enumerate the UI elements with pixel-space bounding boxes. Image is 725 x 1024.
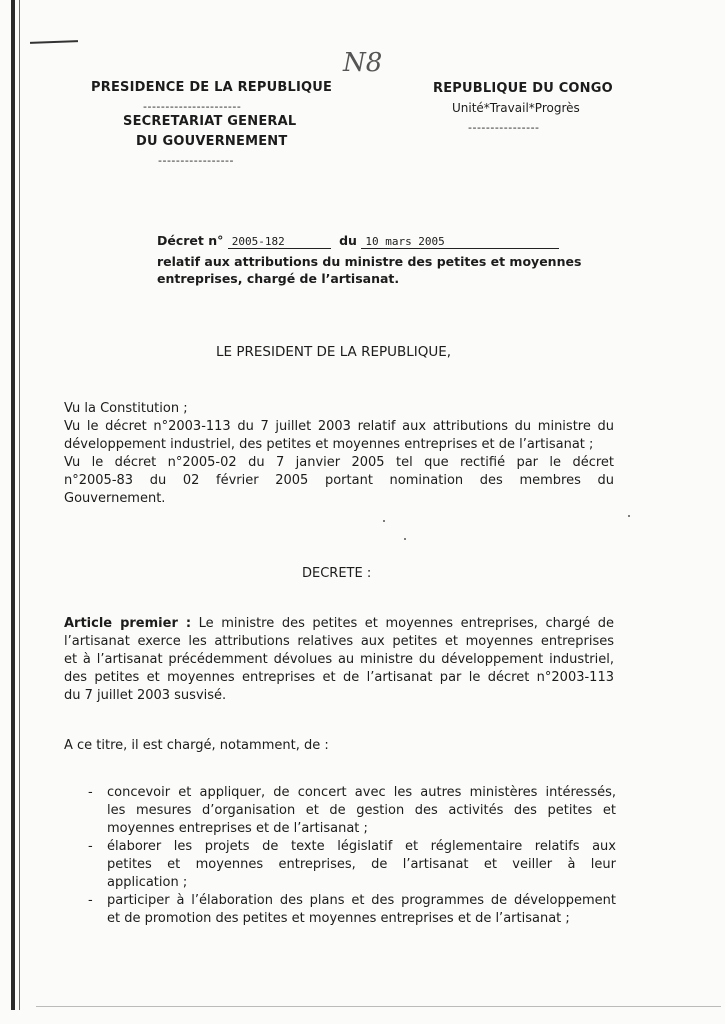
bullet-dash: - <box>88 839 93 854</box>
list-item-line: élaborer les projets de texte législatif et réglementaire relatifs aux <box>107 839 616 854</box>
article-line: l’artisanat exerce les attributions relatives aux petites et moyennes entreprises <box>64 634 614 649</box>
article-line: et à l’artisanat précédemment dévolues au ministre du développement industriel, <box>64 652 614 667</box>
handwritten-number: N8 <box>343 48 383 78</box>
list-item-line: application ; <box>107 875 188 890</box>
visas-block <box>64 400 614 508</box>
binding-edge-line <box>19 0 20 1010</box>
header-motto: Unité*Travail*Progrès <box>452 101 580 115</box>
header-left-dashes-1: ---------------------- <box>143 100 242 113</box>
header-gouvernement: DU GOUVERNEMENT <box>136 134 288 149</box>
decree-number-line <box>157 233 559 249</box>
visa-line: n°2005-83 du 02 février 2005 portant nomination des membres du <box>64 473 614 488</box>
article-label: Article premier : <box>64 616 192 631</box>
scan-speck <box>383 520 385 522</box>
header-republique-congo: REPUBLIQUE DU CONGO <box>433 81 613 96</box>
decrete-heading: DECRETE : <box>302 566 372 581</box>
list-item-line: participer à l’élaboration des plans et des programmes de développement <box>107 893 616 908</box>
header-presidence: PRESIDENCE DE LA REPUBLIQUE <box>91 80 333 95</box>
decree-du: du <box>339 233 357 248</box>
scan-speck <box>404 538 406 540</box>
visa-line: Vu le décret n°2005-02 du 7 janvier 2005 tel que rectifié par le décret <box>64 455 614 470</box>
corner-mark <box>30 40 78 44</box>
list-item-line: petites et moyennes entreprises, de l’artisanat et veiller à leur <box>107 857 616 872</box>
decree-subject-2: entreprises, chargé de l’artisanat. <box>157 271 400 286</box>
list-item <box>88 784 616 838</box>
decree-number: 2005-182 <box>228 235 331 249</box>
list-item-line: moyennes entreprises et de l’artisanat ; <box>107 821 368 836</box>
decree-subject-1: relatif aux attributions du ministre des petites et moyennes <box>157 254 582 269</box>
visa-line: développement industriel, des petites et moyennes entreprises et de l’artisanat ; <box>64 437 594 452</box>
attributions-list <box>88 784 616 928</box>
list-item <box>88 838 616 892</box>
bullet-dash: - <box>88 785 93 800</box>
article-premier <box>64 615 614 705</box>
list-item-line: les mesures d’organisation et de gestion des activités des petites et <box>107 803 616 818</box>
bullet-dash: - <box>88 893 93 908</box>
visa-line: Vu le décret n°2003-113 du 7 juillet 2003 relatif aux attributions du ministre du <box>64 419 614 434</box>
header-right-dashes: ---------------- <box>468 121 540 134</box>
president-title: LE PRESIDENT DE LA REPUBLIQUE, <box>216 344 452 360</box>
visa-line: Vu la Constitution ; <box>64 401 188 416</box>
header-secretariat: SECRETARIAT GENERAL <box>123 114 297 129</box>
header-left-dashes-2: ----------------- <box>158 154 234 167</box>
list-item-line: et de promotion des petites et moyennes entreprises et de l’artisanat ; <box>107 911 570 926</box>
a-ce-titre: A ce titre, il est chargé, notamment, de : <box>64 738 329 753</box>
article-line: des petites et moyennes entreprises et de l’artisanat par le décret n°2003-113 <box>64 670 614 685</box>
list-item <box>88 892 616 928</box>
decree-date: 10 mars 2005 <box>361 235 559 249</box>
page-bottom-edge <box>36 1006 721 1007</box>
article-text-first: Le ministre des petites et moyennes entreprises, chargé de <box>191 616 615 631</box>
binding-edge <box>11 0 15 1010</box>
article-line: du 7 juillet 2003 susvisé. <box>64 688 227 703</box>
decree-prefix: Décret n° <box>157 233 224 248</box>
list-item-line: concevoir et appliquer, de concert avec les autres ministères intéressés, <box>107 785 616 800</box>
visa-line: Gouvernement. <box>64 491 166 506</box>
scan-speck <box>628 515 630 517</box>
